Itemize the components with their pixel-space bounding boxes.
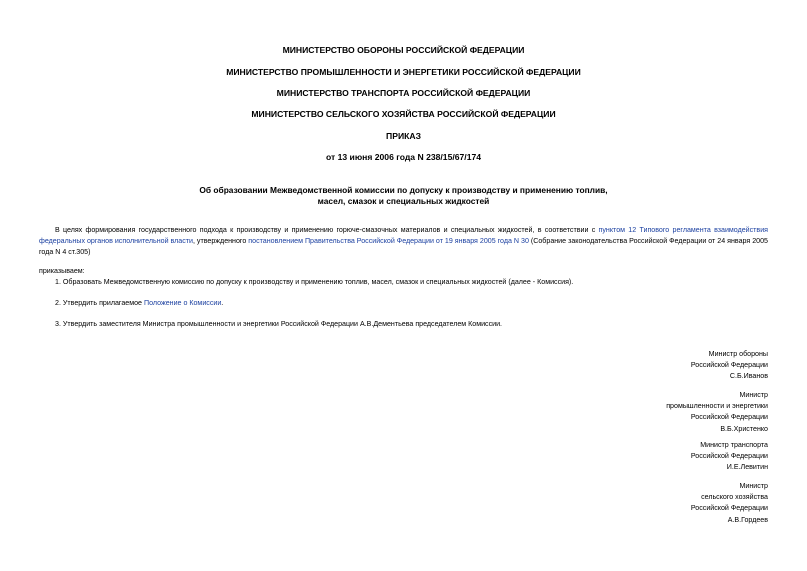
signature-line: Министр bbox=[739, 482, 768, 490]
preamble-text-3: (Собрание законодательства Российской Федерации от 24 января 2005 года N 4 ст.305) bbox=[39, 237, 769, 256]
signature-block-defense bbox=[691, 349, 768, 383]
heading-ministry-defense: МИНИСТЕРСТВО ОБОРОНЫ РОССИЙСКОЙ ФЕДЕРАЦИИ bbox=[282, 45, 525, 55]
order-item-2-suffix: . bbox=[221, 299, 224, 307]
signature-name: С.Б.Иванов bbox=[729, 372, 768, 381]
heading-order-title: ПРИКАЗ bbox=[386, 131, 421, 141]
order-item-2 bbox=[55, 298, 223, 309]
signature-name: И.Е.Левитин bbox=[726, 463, 768, 472]
signature-line: Российской Федерации bbox=[690, 504, 768, 513]
preamble-paragraph bbox=[39, 225, 768, 258]
signature-line: Российской Федерации bbox=[690, 413, 768, 422]
order-item-3: 3. Утвердить заместителя Министра промышленности и энергетики Российской Федерации А.В.Дементьева председателем Комиссии. bbox=[55, 320, 503, 328]
heading-ministry-transport: МИНИСТЕРСТВО ТРАНСПОРТА РОССИЙСКОЙ ФЕДЕРАЦИИ bbox=[276, 88, 531, 98]
order-subject bbox=[0, 185, 807, 207]
order-subject-line2: масел, смазок и специальных жидкостей bbox=[317, 196, 490, 206]
signature-line: сельского хозяйства bbox=[701, 493, 768, 502]
signature-block-industry bbox=[666, 390, 768, 435]
signature-line: Министр обороны bbox=[708, 350, 768, 358]
commission-regulation-link[interactable]: Положение о Комиссии bbox=[143, 299, 222, 307]
signature-name: А.В.Гордеев bbox=[727, 515, 768, 524]
preamble-text-1: В целях формирования государственного подхода к производству и применению горюче-смазочных материалов и специальных жидкостей, в соответствии с bbox=[55, 226, 599, 234]
order-item-1: 1. Образовать Межведомственную комиссию по допуску к производству и применению топлив, масел, смазок и специальных жидкостей (далее - Комиссия). bbox=[55, 278, 574, 286]
signature-line: Министр bbox=[739, 391, 768, 399]
preamble-text-2: , утвержденного bbox=[192, 237, 249, 245]
signature-line: промышленности и энергетики bbox=[666, 402, 768, 411]
signature-block-agriculture bbox=[691, 481, 768, 526]
order-item-2-prefix: 2. Утвердить прилагаемое bbox=[55, 299, 144, 307]
regulation-link[interactable]: пунктом 12 Типового регламента взаимодействия федеральных органов исполнительной власти bbox=[39, 226, 769, 245]
order-subject-line1: Об образовании Межведомственной комиссии по допуску к производству и применению топлив, bbox=[199, 185, 608, 195]
order-word: приказываем: bbox=[39, 267, 85, 275]
signature-name: В.Б.Христенко bbox=[720, 424, 768, 433]
signature-line: Российской Федерации bbox=[690, 452, 768, 461]
signature-line: Министр транспорта bbox=[700, 441, 768, 449]
signature-line: Российской Федерации bbox=[690, 361, 768, 370]
heading-ministry-industry: МИНИСТЕРСТВО ПРОМЫШЛЕННОСТИ И ЭНЕРГЕТИКИ РОССИЙСКОЙ ФЕДЕРАЦИИ bbox=[226, 67, 581, 77]
heading-order-date: от 13 июня 2006 года N 238/15/67/174 bbox=[325, 152, 482, 162]
signature-block-transport bbox=[691, 440, 768, 474]
heading-ministry-agriculture: МИНИСТЕРСТВО СЕЛЬСКОГО ХОЗЯЙСТВА РОССИЙСКОЙ ФЕДЕРАЦИИ bbox=[251, 109, 556, 119]
resolution-link[interactable]: постановлением Правительства Российской Федерации от 19 января 2005 года N 30 bbox=[248, 237, 529, 245]
